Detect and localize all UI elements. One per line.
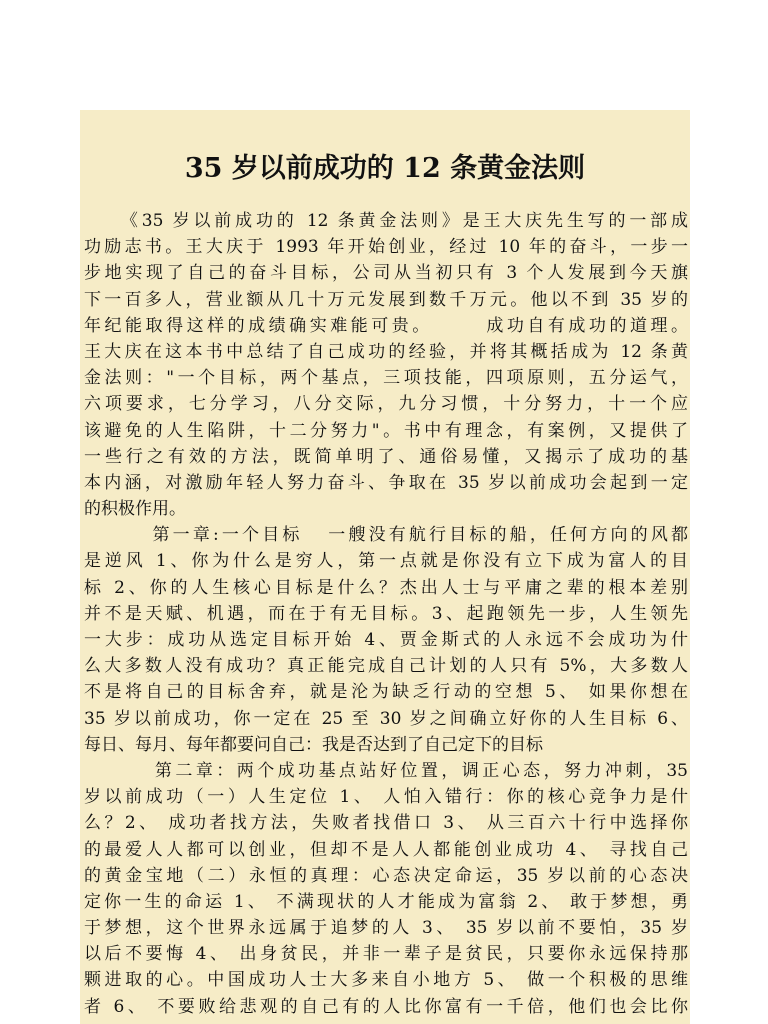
text-line: 第一章:一个目标 一艘没有航行目标的船，任何方向的风都 [84, 525, 688, 546]
text-line: 标 2、你的人生核心目标是什么？杰出人士与平庸之辈的根本差别 [84, 577, 688, 598]
document-page [80, 110, 690, 1024]
text-line: 么大多数人没有成功？真正能完成自己计划的人只有 5%，大多数人 [84, 656, 688, 677]
text-line: 定你一生的命运 1、 不满现状的人才能成为富翁 2、 敢于梦想，勇 [84, 891, 688, 912]
text-line: 岁以前成功（一）人生定位 1、 人怕入错行：你的核心竞争力是什 [84, 787, 688, 808]
text-line: 一些行之有效的方法，既简单明了、通俗易懂，又揭示了成功的基 [84, 446, 688, 467]
text-line: 不是将自己的目标舍弃，就是沦为缺乏行动的空想 5、 如果你想在 [84, 682, 688, 703]
text-line: 六项要求，七分学习，八分交际，九分习惯，十分努力，十一个应 [84, 394, 688, 415]
text-line: 于梦想，这个世界永远属于追梦的人 3、 35 岁以前不要怕，35 岁 [84, 918, 688, 939]
text-line: 的最爱人人都可以创业，但却不是人人都能创业成功 4、 寻找自己 [84, 839, 688, 860]
text-line: 金法则："一个目标，两个基点，三项技能，四项原则，五分运气， [84, 368, 688, 389]
text-line: 颗进取的心。中国成功人士大多来自小地方 5、 做一个积极的思维 [84, 970, 688, 991]
text-line: 者 6、 不要败给悲观的自己有的人比你富有一千倍，他们也会比你 [84, 996, 688, 1017]
text-line: 是逆风 1、你为什么是穷人，第一点就是你没有立下成为富人的目 [84, 551, 688, 572]
document-body [84, 208, 688, 1020]
text-line: 年纪能取得这样的成绩确实难能可贵。 成功自有成功的道理。 [84, 315, 688, 336]
text-line: 以后不要悔 4、 出身贫民，并非一辈子是贫民，只要你永远保持那 [84, 944, 688, 965]
document-title: 35 岁以前成功的 12 条黄金法则 [184, 153, 586, 184]
text-line: 该避免的人生陷阱，十二分努力"。书中有理念，有案例，又提供了 [84, 420, 688, 441]
text-line: 第二章：两个成功基点站好位置，调正心态，努力冲刺，35 [84, 760, 688, 781]
text-line: 下一百多人，营业额从几十万元发展到数千万元。他以不到 35 岁的 [84, 289, 688, 310]
text-line: 步地实现了自己的奋斗目标，公司从当初只有 3 个人发展到今天旗 [84, 263, 688, 284]
text-line: 么？2、 成功者找方法，失败者找借口 3、 从三百六十行中选择你 [84, 813, 688, 834]
text-line: 并不是天赋、机遇，而在于有无目标。3、起跑领先一步，人生领先 [84, 603, 688, 624]
text-line: 的黄金宝地（二）永恒的真理：心态决定命运，35 岁以前的心态决 [84, 865, 688, 886]
text-line: 功励志书。王大庆于 1993 年开始创业，经过 10 年的奋斗，一步一 [84, 237, 688, 258]
text-line: 《35 岁以前成功的 12 条黄金法则》是王大庆先生写的一部成 [84, 211, 688, 231]
text-line: 的积极作用。 [84, 499, 186, 520]
text-line: 一大步：成功从选定目标开始 4、贾金斯式的人永远不会成功为什 [84, 630, 688, 650]
text-line: 每日、每月、每年都要问自己：我是否达到了自己定下的目标 [84, 734, 543, 755]
text-line: 王大庆在这本书中总结了自己成功的经验，并将其概括成为 12 条黄 [84, 341, 688, 362]
text-line: 35 岁以前成功，你一定在 25 至 30 岁之间确立好你的人生目标 6、 [84, 708, 688, 729]
text-line: 本内涵，对激励年轻人努力奋斗、争取在 35 岁以前成功会起到一定 [84, 472, 688, 493]
